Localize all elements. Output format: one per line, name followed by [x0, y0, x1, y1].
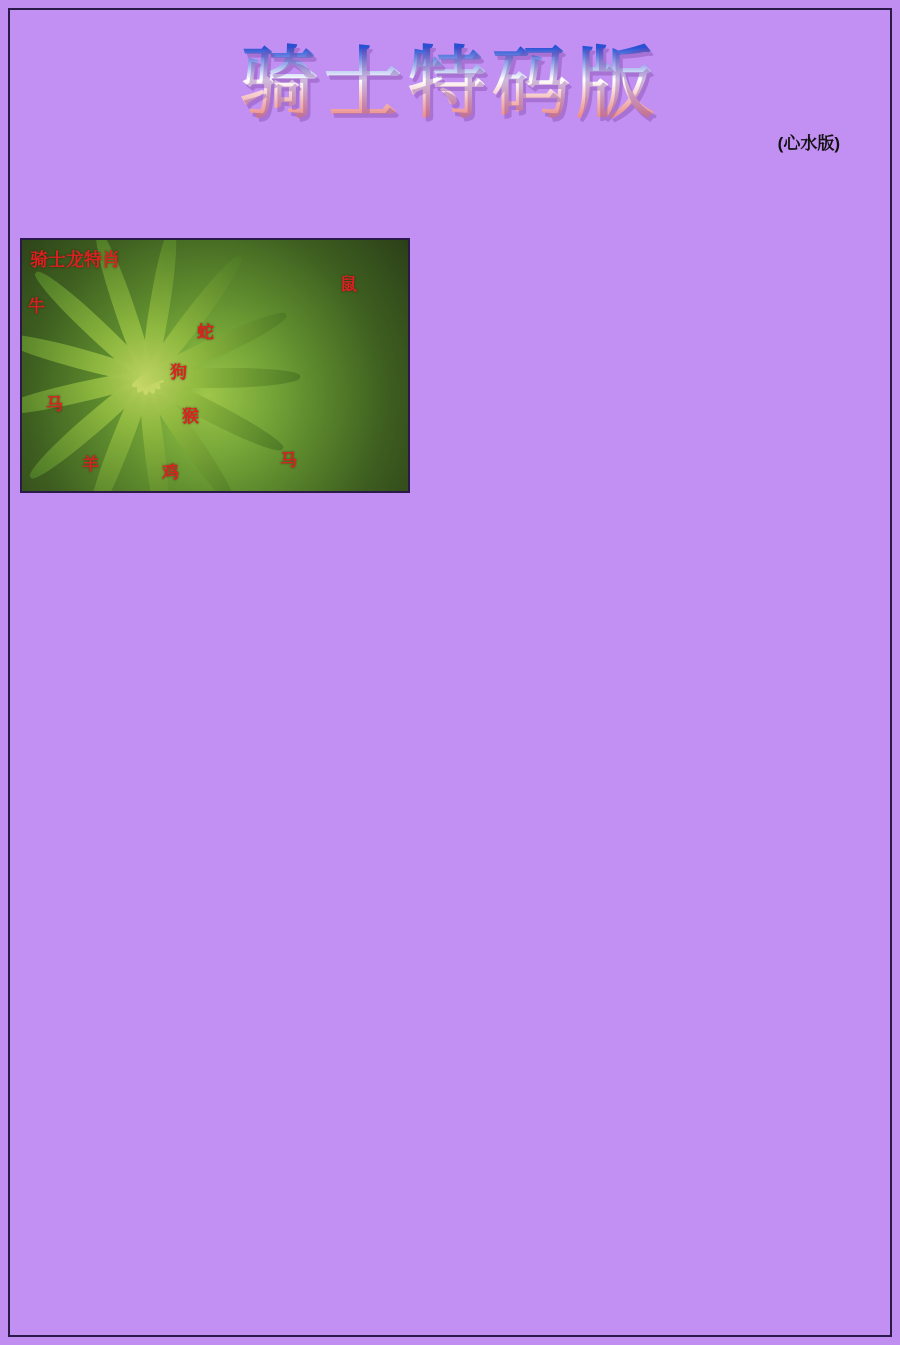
photo-label-3: 猴	[182, 407, 199, 426]
photo-title: 骑士龙特肖	[30, 250, 120, 270]
photo-label-4: 蛇	[197, 323, 214, 342]
photo-label-7: 鸡	[162, 463, 179, 482]
photo-label-5: 狗	[170, 363, 187, 382]
zodiac-photo	[20, 238, 410, 493]
photo-label-0: 牛	[28, 297, 45, 316]
page-border	[8, 8, 892, 1337]
photo-label-6: 鼠	[340, 275, 357, 294]
photo-label-1: 马	[46, 395, 63, 414]
masthead-subtitle: (心水版)	[777, 134, 840, 153]
page-title: 骑士特码版	[12, 10, 888, 144]
photo-label-2: 羊	[82, 455, 99, 474]
masthead	[12, 10, 888, 160]
photo-label-8: 马	[280, 451, 297, 470]
